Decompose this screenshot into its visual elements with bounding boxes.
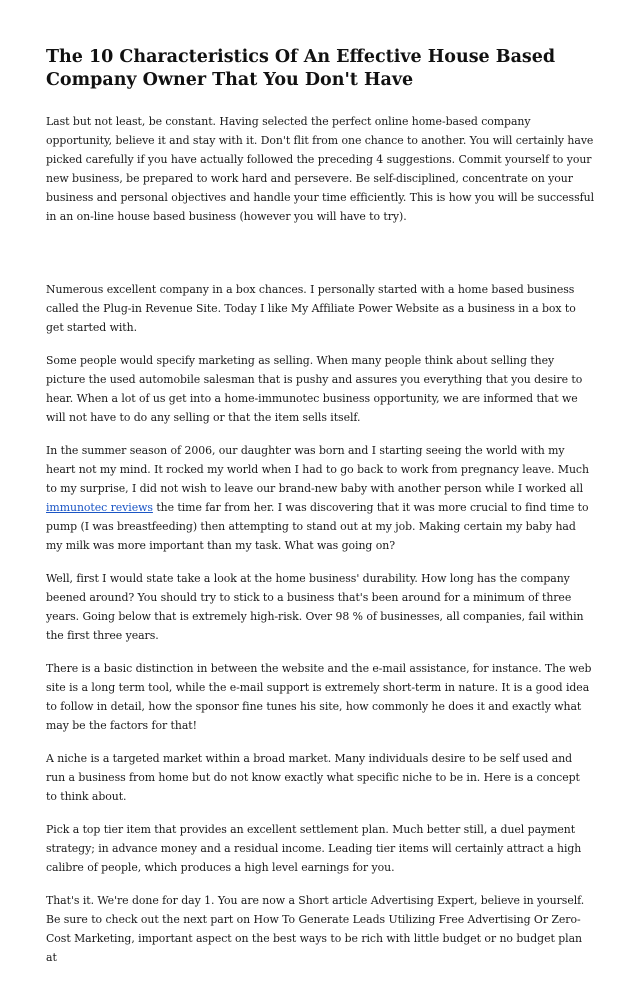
paragraph-4 xyxy=(46,441,594,555)
paragraph-1: Last but not least, be constant. Having selected the perfect online home-based company opportunity, believe it and stay with it. Don't flit from one chance to another. You will certainly have picked carefully if you have actually followed the preceding 4 suggestions. Commit yourself to your new business, be prepared to work hard and persevere. Be self-disciplined, concentrate on your business and personal objectives and handle your time efficiently. This is how you will be successful in an on-line house based business (however you will have to try). xyxy=(46,115,595,223)
page-title: The 10 Characteristics Of An Effective House Based Company Owner That You Don't Have xyxy=(46,47,556,90)
paragraph-2: Numerous excellent company in a box chances. I personally started with a home based business called the Plug-in Revenue Site. Today I like My Affiliate Power Website as a business in a box to get started with. xyxy=(46,283,576,334)
immunotec-reviews-link[interactable]: immunotec reviews xyxy=(46,501,153,514)
paragraph-4-text-before: In the summer season of 2006, our daughter was born and I starting seeing the world with my heart not my mind. It rocked my world when I had to go back to work from pregnancy leave. Much to my surprise, I did not wish to leave our brand-new baby with another person while I worked all xyxy=(46,444,589,495)
blank-space xyxy=(46,240,594,280)
document-page xyxy=(46,46,594,981)
paragraph-6: There is a basic distinction in between the website and the e-mail assistance, for instance. The web site is a long term tool, while the e-mail support is extremely short-term in nature. It is a good idea to follow in detail, how the sponsor fine tunes his site, how commonly he does it and exactly what may be the factors for that! xyxy=(46,662,592,732)
paragraph-7: A niche is a targeted market within a broad market. Many individuals desire to be self used and run a business from home but do not know exactly what specific niche to be in. Here is a concept to think about. xyxy=(46,752,580,803)
paragraph-4-text-after: the time far from her. I was discovering that it was more crucial to find time to pump (I was breastfeeding) then attempting to stand out at my job. Making certain my baby had my milk was more important than my task. What was going on? xyxy=(46,501,589,552)
paragraph-5: Well, first I would state take a look at the home business' durability. How long has the company beened around? You should try to stick to a business that's been around for a minimum of three years. Going below that is extremely high-risk. Over 98 % of businesses, all companies, fail within the first three years. xyxy=(46,572,584,642)
paragraph-9: That's it. We're done for day 1. You are now a Short article Advertising Expert, believe in yourself. Be sure to check out the next part on How To Generate Leads Utilizing Free Advertising Or Zero-Cost Marketing, important aspect on the best ways to be rich with little budget or no budget plan at xyxy=(46,894,585,964)
paragraph-8: Pick a top tier item that provides an excellent settlement plan. Much better still, a duel payment strategy; in advance money and a residual income. Leading tier items will certainly attract a high calibre of people, which produces a high level earnings for you. xyxy=(46,823,582,874)
paragraph-3: Some people would specify marketing as selling. When many people think about selling they picture the used automobile salesman that is pushy and assures you everything that you desire to hear. When a lot of us get into a home-immunotec business opportunity, we are informed that we will not have to do any selling or that the item sells itself. xyxy=(46,354,583,424)
